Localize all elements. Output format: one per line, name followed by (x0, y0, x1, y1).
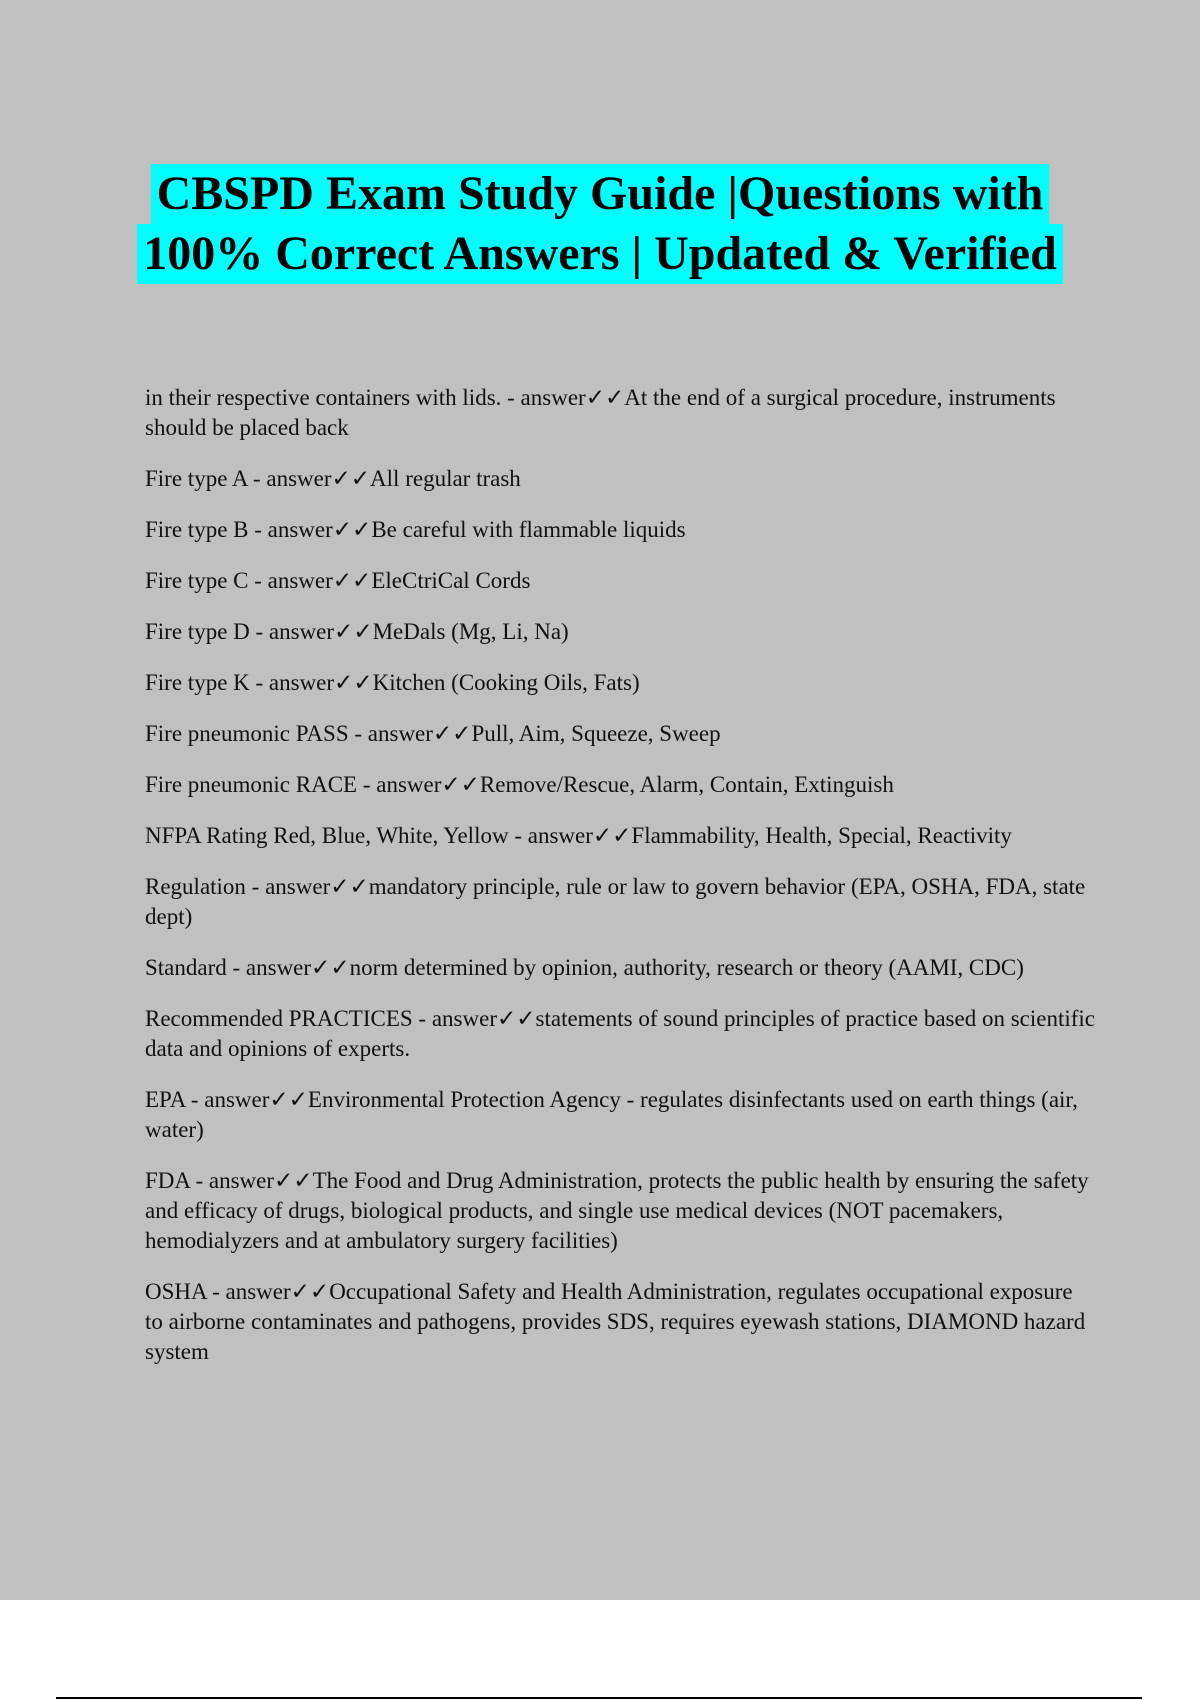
qa-entry-standard: Standard - answer✓✓norm determined by opinion, authority, research or theory (AAMI, CDC) (145, 955, 1024, 980)
qa-entry-recommended-practices: Recommended PRACTICES - answer✓✓statements of sound principles of practice based on scientific data and opinions of experts. (145, 1006, 1096, 1061)
qa-entry-race: Fire pneumonic RACE - answer✓✓Remove/Rescue, Alarm, Contain, Extinguish (145, 772, 894, 797)
qa-entry-osha: OSHA - answer✓✓Occupational Safety and Health Administration, regulates occupational exposure to airborne contaminates and pathogens, provides SDS, requires eyewash stations, DIAMOND hazard system (145, 1279, 1086, 1364)
qa-entry-fda: FDA - answer✓✓The Food and Drug Administration, protects the public health by ensuring the safety and efficacy of drugs, biological products, and single use medical devices (NOT pacemakers, hemodialyzers and at ambulatory surgery facilities) (145, 1168, 1089, 1253)
footer-divider (56, 1697, 1142, 1699)
qa-entry-containers: in their respective containers with lids. - answer✓✓At the end of a surgical procedure, instruments should be placed back (145, 385, 1056, 440)
title-line-2: 100% Correct Answers | Updated & Verified (137, 224, 1063, 284)
qa-entry-nfpa: NFPA Rating Red, Blue, White, Yellow - answer✓✓Flammability, Health, Special, Reactivity (145, 823, 1012, 848)
qa-entry-regulation: Regulation - answer✓✓mandatory principle, rule or law to govern behavior (EPA, OSHA, FDA, state dept) (145, 874, 1086, 929)
qa-entry-fire-type-a: Fire type A - answer✓✓All regular trash (145, 466, 521, 491)
qa-entry-fire-type-k: Fire type K - answer✓✓Kitchen (Cooking Oils, Fats) (145, 670, 640, 695)
qa-entry-fire-type-b: Fire type B - answer✓✓Be careful with flammable liquids (145, 517, 686, 542)
document-title (0, 164, 1200, 284)
qa-entry-epa: EPA - answer✓✓Environmental Protection Agency - regulates disinfectants used on earth things (air, water) (145, 1087, 1078, 1142)
qa-entry-pass: Fire pneumonic PASS - answer✓✓Pull, Aim, Squeeze, Sweep (145, 721, 721, 746)
qa-entry-fire-type-c: Fire type C - answer✓✓EleCtriCal Cords (145, 568, 531, 593)
title-line-1: CBSPD Exam Study Guide |Questions with (151, 164, 1050, 224)
qa-entry-fire-type-d: Fire type D - answer✓✓MeDals (Mg, Li, Na) (145, 619, 569, 644)
qa-list (145, 383, 1095, 1388)
